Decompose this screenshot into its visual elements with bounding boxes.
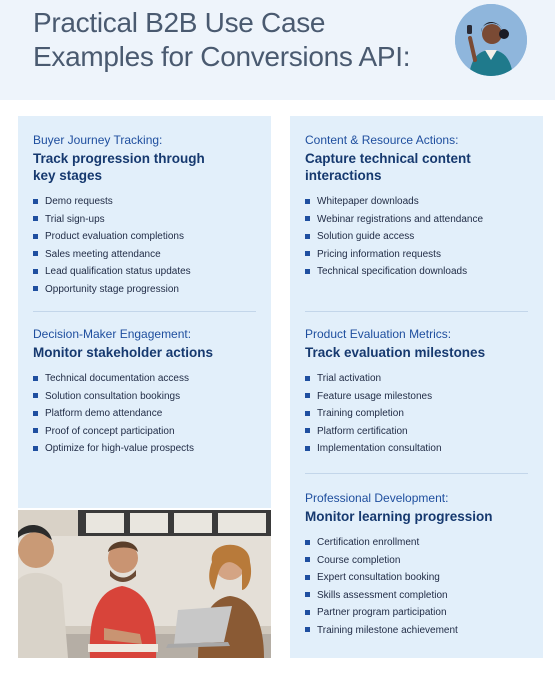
square-bullet-icon [305,592,310,597]
list-item-text: Pricing information requests [317,248,441,260]
bullet-list [305,373,528,454]
list-item-text: Platform certification [317,425,408,437]
section-heading [305,344,528,361]
list-item [305,196,528,207]
section-heading [33,150,256,184]
square-bullet-icon [305,557,310,562]
list-item [305,590,528,601]
section-label: Content & Resource Actions: [305,133,459,147]
list-item-text: Whitepaper downloads [317,196,419,207]
list-item-text: Product evaluation completions [45,231,184,243]
list-item [305,426,528,437]
list-item [305,607,528,618]
presenter-avatar-icon [455,4,527,76]
list-item [305,408,528,419]
list-item-text: Demo requests [45,196,113,207]
section-heading-line: Monitor stakeholder actions [33,345,214,360]
page-title-line-1: Practical B2B Use Case [33,7,326,38]
section-label: Decision-Maker Engagement: [33,327,192,341]
list-item-text: Sales meeting attendance [45,248,161,260]
list-item-text: Training milestone achievement [317,624,458,636]
square-bullet-icon [305,376,310,381]
square-bullet-icon [305,446,310,451]
square-bullet-icon [305,234,310,239]
square-bullet-icon [33,428,38,433]
list-item-text: Training completion [317,408,404,420]
list-item-text: Course completion [317,554,401,566]
square-bullet-icon [305,411,310,416]
list-item [305,266,528,277]
left-column [18,116,271,508]
list-item [305,572,528,583]
section-divider [305,473,528,474]
section-heading-line: Track progression through [33,151,205,166]
list-item [33,196,256,207]
section-heading [305,508,528,525]
list-item-text: Partner program participation [317,607,447,619]
professional-development-section [305,491,528,643]
list-item [33,426,256,437]
section-label: Product Evaluation Metrics: [305,327,452,341]
section-heading [305,150,528,184]
list-item-text: Technical specification downloads [317,266,468,278]
square-bullet-icon [305,251,310,256]
list-item [305,231,528,242]
section-heading-line: Monitor learning progression [305,509,493,524]
list-item-text: Trial sign-ups [45,213,105,225]
page-title [33,6,433,74]
list-item-text: Proof of concept participation [45,425,175,437]
square-bullet-icon [305,428,310,433]
section-divider [305,311,528,312]
page-title-line-2: Examples for Conversions API: [33,41,411,72]
list-item [33,266,256,277]
square-bullet-icon [33,269,38,274]
square-bullet-icon [305,216,310,221]
square-bullet-icon [33,393,38,398]
list-item [33,214,256,225]
bullet-list [305,537,528,636]
section-heading-line: interactions [305,168,382,183]
list-item-text: Solution consultation bookings [45,390,181,402]
bullet-list [33,196,256,295]
section-heading-line: Track evaluation milestones [305,345,486,360]
list-item [33,391,256,402]
list-item-text: Skills assessment completion [317,589,448,601]
content-area [0,100,555,675]
square-bullet-icon [305,393,310,398]
list-item-text: Trial activation [317,373,382,384]
list-item-text: Webinar registrations and attendance [317,213,484,225]
square-bullet-icon [33,216,38,221]
section-heading-line: Capture technical content [305,151,471,166]
bullet-list [33,373,256,454]
list-item [305,443,528,454]
list-item [305,625,528,636]
square-bullet-icon [33,234,38,239]
square-bullet-icon [305,269,310,274]
list-item-text: Technical documentation access [45,373,189,384]
list-item-text: Lead qualification status updates [45,266,191,278]
square-bullet-icon [305,199,310,204]
bullet-list [305,196,528,277]
square-bullet-icon [33,199,38,204]
list-item [33,443,256,454]
list-item-text: Implementation consultation [317,443,442,455]
list-item [305,249,528,260]
square-bullet-icon [33,286,38,291]
square-bullet-icon [33,411,38,416]
section-heading [33,344,256,361]
square-bullet-icon [305,627,310,632]
list-item-text: Opportunity stage progression [45,283,179,295]
list-item [305,537,528,548]
list-item-text: Expert consultation booking [317,572,440,584]
list-item [305,214,528,225]
list-item-text: Certification enrollment [317,537,420,548]
list-item [33,231,256,242]
list-item [33,284,256,295]
product-evaluation-section [305,327,528,461]
square-bullet-icon [305,610,310,615]
square-bullet-icon [33,251,38,256]
team-meeting-photo [18,510,271,658]
list-item-text: Optimize for high-value prospects [45,443,194,455]
list-item-text: Feature usage milestones [317,390,433,402]
section-label: Buyer Journey Tracking: [33,133,163,147]
list-item [33,373,256,384]
square-bullet-icon [33,446,38,451]
list-item [305,373,528,384]
section-heading-line: key stages [33,168,103,183]
page-header [0,0,555,100]
section-label: Professional Development: [305,491,449,505]
square-bullet-icon [305,575,310,580]
square-bullet-icon [33,376,38,381]
list-item [305,391,528,402]
content-resource-section [305,133,528,284]
section-divider [33,311,256,312]
list-item-text: Solution guide access [317,231,415,243]
right-column [290,116,543,658]
buyer-journey-section [33,133,256,302]
list-item [33,249,256,260]
square-bullet-icon [305,540,310,545]
decision-maker-section [33,327,256,461]
list-item-text: Platform demo attendance [45,408,163,420]
list-item [33,408,256,419]
list-item [305,555,528,566]
